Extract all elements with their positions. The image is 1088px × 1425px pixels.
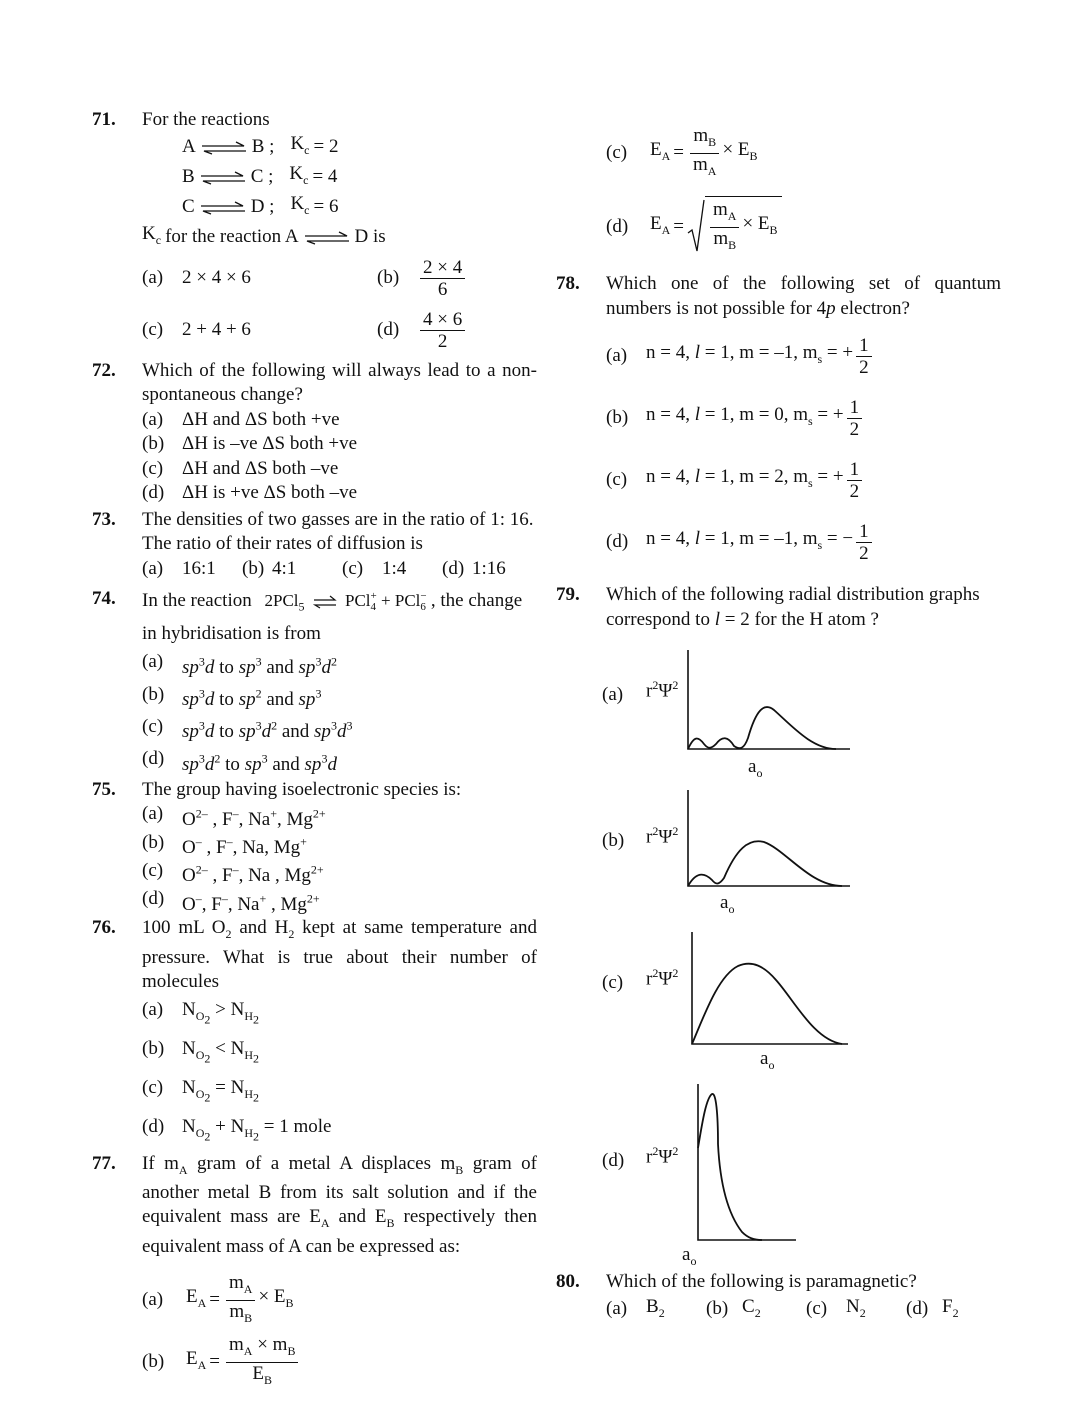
option-label: (a) xyxy=(142,998,164,1020)
option-d xyxy=(377,305,577,357)
option-b xyxy=(142,1331,537,1393)
k-symbol xyxy=(290,192,309,222)
product: D ; xyxy=(250,196,275,218)
option-label: (c) xyxy=(142,319,164,341)
question-stem: The densities of two gasses are in the ratio of 1: 16. The ratio of their rates of diffusion is xyxy=(142,508,534,554)
tail-subscript: B xyxy=(769,223,778,238)
denominator: 6 xyxy=(437,279,448,300)
reactant: B xyxy=(182,166,195,188)
reaction-2 xyxy=(182,163,537,193)
superscript: + xyxy=(370,590,377,603)
option-label: (b) xyxy=(142,433,165,454)
equilibrium-arrow-icon xyxy=(303,231,351,245)
formula-lhs xyxy=(186,1347,206,1377)
denominator-letter: m xyxy=(713,228,729,249)
graph-label: (c) xyxy=(602,972,624,993)
k-subscript: c xyxy=(304,203,310,218)
question-number: 78. xyxy=(556,273,580,294)
option-c xyxy=(142,305,377,357)
option-a xyxy=(142,1269,537,1331)
fraction xyxy=(226,1272,255,1329)
question-stem xyxy=(142,587,537,648)
question-stem: Which of the following is paramagnetic? xyxy=(606,1271,917,1292)
option-label: (d) xyxy=(142,482,165,503)
radial-plot xyxy=(686,790,852,890)
graph-label: (a) xyxy=(602,684,624,705)
denominator-letter: m xyxy=(229,1300,245,1322)
fraction xyxy=(690,125,719,182)
tail-text: × E xyxy=(742,213,770,235)
lhs-subscript: A xyxy=(197,1295,207,1310)
numerator: 4 × 6 xyxy=(420,309,465,331)
numerator: 1 xyxy=(847,397,863,419)
option-label: (d) xyxy=(377,319,400,341)
option-text: $sp^3d^2$ to $sp^3$ and $sp^3d$ xyxy=(182,751,337,775)
subscript: 6 xyxy=(420,601,426,614)
question-number: 74. xyxy=(92,588,116,609)
k-subscript: c xyxy=(303,173,309,188)
option-label: (d) xyxy=(442,557,465,579)
question-number: 71. xyxy=(92,109,116,130)
formula-tail xyxy=(742,212,777,242)
question-74 xyxy=(92,587,537,778)
equals-sign: = xyxy=(673,215,684,237)
option-label: (a) xyxy=(142,803,164,825)
plus-sign: + xyxy=(381,591,391,610)
equals-sign: = xyxy=(209,1288,220,1310)
option-a xyxy=(142,408,537,433)
option-c xyxy=(606,449,1001,511)
k-letter: K xyxy=(290,133,305,155)
question-number: 77. xyxy=(92,1152,116,1174)
equals-sign: = xyxy=(209,1350,220,1372)
k-question-line xyxy=(142,223,537,253)
option-label: (b) xyxy=(377,267,400,289)
question-number: 72. xyxy=(92,359,116,381)
option-c xyxy=(142,859,537,887)
graph-c xyxy=(602,932,902,1072)
option-label: (b) xyxy=(606,406,629,428)
question-stem: 100 mL $O_2$ and $H_2$ kept at same temperature and pressure. What is true about their number of molecules xyxy=(142,916,537,993)
option-text: $N_{O_2} + N_{H_2} = 1$ mole xyxy=(182,1116,332,1144)
option-text: $sp^3d$ to $sp^3d^2$ and $sp^3d^3$ xyxy=(182,719,353,743)
k-subscript: c xyxy=(304,143,310,158)
graph-a xyxy=(602,650,902,780)
option-label: (c) xyxy=(142,457,164,479)
lhs-subscript: A xyxy=(661,222,671,237)
option-label: (b) xyxy=(242,557,265,579)
fraction xyxy=(856,335,872,378)
option-text: ΔH is –ve ΔS both +ve xyxy=(182,433,358,454)
fraction xyxy=(420,309,465,352)
option-text: $N_{O_2} = N_{H_2}$ xyxy=(182,1077,260,1105)
option-b xyxy=(142,681,537,713)
y-axis-label: $r^2\Psi^2$ xyxy=(646,678,679,702)
k-letter: K xyxy=(290,193,305,215)
k-value: = 4 xyxy=(312,166,338,188)
option-text: ΔH and ΔS both –ve xyxy=(182,457,339,479)
numerator: 1 xyxy=(856,335,872,357)
reactant: 2PCl xyxy=(264,591,299,610)
question-stem: Which one of the following set of quantum numbers is not possible for 4p electron? xyxy=(606,273,1001,319)
numerator xyxy=(226,1272,255,1301)
fraction xyxy=(226,1334,298,1391)
lhs-subscript: A xyxy=(197,1357,207,1372)
option-label: (a) xyxy=(142,1288,164,1310)
denominator xyxy=(710,228,739,256)
option-text: ΔH and ΔS both +ve xyxy=(182,408,340,430)
product-1: PCl xyxy=(345,591,371,610)
product-2: PCl xyxy=(394,591,421,610)
question-79 xyxy=(556,583,1001,632)
fraction xyxy=(847,459,863,502)
option-label: (d) xyxy=(142,1116,165,1138)
option-text: O– , F–, Na, Mg+ xyxy=(182,834,307,858)
option-text: $N_{O_2} < N_{H_2}$ xyxy=(182,1038,260,1066)
equilibrium-arrow-icon xyxy=(199,171,247,185)
option-text: 2 × 4 × 6 xyxy=(182,267,251,289)
option-label: (d) xyxy=(142,888,165,910)
option-label: (c) xyxy=(142,1077,164,1099)
k-letter: K xyxy=(289,163,304,185)
graph-label: (d) xyxy=(602,1150,625,1171)
lhs-letter: E xyxy=(650,138,662,160)
options xyxy=(606,1295,1001,1325)
option-d xyxy=(142,745,537,777)
numerator-letter: m xyxy=(229,1271,244,1293)
option-label: (a) xyxy=(142,408,164,430)
k-letter: K xyxy=(142,223,156,245)
option-b xyxy=(377,253,577,305)
equilibrium-arrow-icon xyxy=(312,595,338,609)
y-axis-label: $r^2\Psi^2$ xyxy=(646,824,679,848)
equilibrium-arrow-icon xyxy=(200,141,248,155)
option-b xyxy=(142,831,537,859)
option-text: $C_2$ xyxy=(742,1295,761,1320)
option-text: $O^{2-}$ , F–, Na+, $Mg^{2+}$ xyxy=(182,806,326,830)
option-label: (a) xyxy=(142,557,164,579)
question-76 xyxy=(92,916,537,1152)
numerator-subscript: A xyxy=(727,209,737,223)
formula-tail xyxy=(722,138,757,168)
option-c xyxy=(142,1073,537,1112)
k-value: = 2 xyxy=(313,136,339,158)
k-symbol xyxy=(289,162,308,192)
option-a xyxy=(142,995,537,1034)
numerator-letter: m xyxy=(693,124,709,146)
k-line-suffix: D is xyxy=(354,226,386,248)
denominator: 2 xyxy=(437,331,448,352)
question-number: 80. xyxy=(556,1271,580,1292)
question-stem: Which of the following radial distribution graphs correspond to l = 2 for the H atom ? xyxy=(606,584,980,630)
option-label: (c) xyxy=(142,859,164,881)
left-column xyxy=(92,108,537,1393)
option-text: 1:4 xyxy=(382,557,407,579)
tail-subscript: B xyxy=(749,148,758,163)
fraction xyxy=(856,521,872,564)
fraction xyxy=(847,397,863,440)
radial-plot xyxy=(696,1084,800,1244)
option-text: ΔH is +ve ΔS both –ve xyxy=(182,482,358,503)
numerator-subscript: B xyxy=(708,134,717,149)
lhs-subscript: A xyxy=(661,148,671,163)
options xyxy=(142,557,537,582)
denominator: 2 xyxy=(859,542,869,564)
numerator-letter: m xyxy=(713,199,728,221)
option-d xyxy=(142,887,537,915)
option-label: (d) xyxy=(906,1298,929,1320)
subscript: 5 xyxy=(298,599,305,614)
numerator: 1 xyxy=(847,459,863,481)
denominator-letter: m xyxy=(693,153,708,175)
numerator xyxy=(690,125,719,154)
equilibrium-arrow-icon xyxy=(199,201,247,215)
reaction-1 xyxy=(182,133,537,163)
radial-plot xyxy=(690,932,850,1048)
option-a xyxy=(142,648,537,680)
option-label: (c) xyxy=(142,716,164,738)
denominator: 2 xyxy=(859,356,869,378)
question-72 xyxy=(92,359,537,506)
radial-plot xyxy=(686,650,852,754)
numerator: 1 xyxy=(856,521,872,543)
question-71 xyxy=(92,108,537,357)
formula-lhs xyxy=(650,138,670,168)
option-text: n = 4, l = 1, m = –1, $m_s$ = + xyxy=(646,341,854,366)
x-axis-label: $a_o$ xyxy=(682,1244,697,1268)
k-symbol xyxy=(142,222,161,252)
option-b xyxy=(142,432,537,457)
option-a xyxy=(142,802,537,830)
fraction xyxy=(420,257,465,300)
graph-b xyxy=(602,790,902,920)
reaction-3 xyxy=(182,193,537,223)
option-label: (b) xyxy=(142,1038,165,1059)
superscript: − xyxy=(420,590,427,603)
reactant: C xyxy=(182,196,195,218)
k-symbol xyxy=(290,132,309,162)
denominator xyxy=(226,1301,255,1329)
option-text: O–, F–, Na+ , $Mg^{2+}$ xyxy=(182,891,320,915)
option-text: $sp^3d$ to $sp^3$ and $sp^3d^2$ xyxy=(182,654,337,678)
option-text: $N_{O_2} > N_{H_2}$ xyxy=(182,998,260,1026)
formula-lhs xyxy=(650,212,670,242)
denominator-subscript: B xyxy=(244,1310,253,1325)
right-column xyxy=(556,122,1001,1325)
denominator: $E_B$ xyxy=(252,1362,273,1387)
graph-d xyxy=(602,1084,902,1268)
tail-subscript: B xyxy=(285,1295,294,1310)
option-label: (c) xyxy=(342,557,364,579)
option-text: $O^{2-}$ , F–, Na , $Mg^{2+}$ xyxy=(182,862,324,887)
square-root xyxy=(687,198,782,256)
option-label: (a) xyxy=(142,267,164,289)
numerator: 2 × 4 xyxy=(420,257,465,279)
reaction-list xyxy=(142,133,537,223)
formula-tail xyxy=(258,1285,293,1315)
option-text: 16:1 xyxy=(182,557,216,579)
reaction-equation xyxy=(264,590,430,614)
product: B ; xyxy=(251,136,275,158)
option-label: (a) xyxy=(142,651,164,673)
option-d xyxy=(606,511,1001,573)
option-label: (d) xyxy=(606,530,629,552)
option-text: 4:1 xyxy=(272,557,297,579)
denominator xyxy=(690,154,719,182)
option-label: (b) xyxy=(142,1350,165,1372)
lhs-letter: E xyxy=(650,212,662,234)
question-stem: For the reactions xyxy=(142,109,270,130)
question-number: 79. xyxy=(556,584,580,605)
lhs-letter: E xyxy=(186,1348,198,1369)
option-a xyxy=(142,253,377,305)
option-label: (b) xyxy=(142,831,165,853)
question-77 xyxy=(92,1152,537,1394)
option-label: (c) xyxy=(606,141,628,163)
x-axis-label: $a_o$ xyxy=(748,756,763,780)
question-75 xyxy=(92,778,537,916)
y-axis-label: $r^2\Psi^2$ xyxy=(646,1144,679,1168)
stem-prefix: In the reaction xyxy=(142,590,252,611)
option-text: $sp^3d$ to $sp^2$ and $sp^3$ xyxy=(182,686,322,711)
option-label: (a) xyxy=(606,1298,628,1320)
question-stem: If $m_A$ gram of a metal A displaces $m_B$ gram of another metal B from its salt solution and if the equivalent mass are $E_A$ and $E_B$ respectively then equivalent mass of A can be expressed as: xyxy=(142,1152,538,1258)
x-axis-label: $a_o$ xyxy=(760,1048,775,1072)
y-axis-label: $r^2\Psi^2$ xyxy=(646,966,679,990)
radical-sign-icon xyxy=(687,199,705,255)
question-77-continued xyxy=(556,122,1001,262)
option-text: n = 4, l = 1, m = 2, $m_s$ = + xyxy=(646,465,844,490)
denominator: 2 xyxy=(849,480,860,502)
numerator: $m_A \times m_B$ xyxy=(226,1334,298,1363)
question-number: 73. xyxy=(92,508,116,530)
option-label: (c) xyxy=(806,1298,828,1320)
x-axis-label: $a_o$ xyxy=(720,892,735,916)
reactant: A xyxy=(182,136,196,158)
option-label: (d) xyxy=(142,748,165,770)
numerator-subscript: A xyxy=(243,1281,253,1296)
option-text: $B_2$ xyxy=(646,1295,665,1320)
options xyxy=(142,253,537,357)
k-line-prefix: for the reaction A xyxy=(165,226,299,248)
product: C ; xyxy=(250,166,274,188)
option-text: $N_2$ xyxy=(846,1295,866,1320)
question-80 xyxy=(556,1270,1001,1325)
option-text: 2 + 4 + 6 xyxy=(182,319,251,341)
numerator xyxy=(710,199,739,228)
formula-lhs xyxy=(186,1285,206,1315)
denominator-subscript: A xyxy=(707,163,717,178)
option-label: (b) xyxy=(706,1298,729,1320)
option-label: (c) xyxy=(606,468,628,490)
option-label: (b) xyxy=(142,683,165,705)
option-c xyxy=(142,713,537,745)
k-subscript: c xyxy=(155,233,162,248)
option-c xyxy=(606,122,1001,184)
option-label: (d) xyxy=(606,215,629,237)
question-number: 75. xyxy=(92,778,116,800)
option-text: n = 4, l = 1, m = 0, $m_s$ = + xyxy=(646,403,844,428)
radicand xyxy=(705,196,782,256)
option-b xyxy=(606,387,1001,449)
equals-sign: = xyxy=(673,141,684,163)
option-d xyxy=(606,192,1001,262)
k-value: = 6 xyxy=(313,196,339,218)
lhs-letter: E xyxy=(186,1286,198,1307)
denominator-subscript: B xyxy=(728,237,737,252)
question-number: 76. xyxy=(92,916,116,938)
question-73 xyxy=(92,508,537,582)
graph-list xyxy=(556,640,1001,1268)
option-text: 1:16 xyxy=(472,557,506,579)
subscript: 4 xyxy=(370,601,377,614)
stem-suffix: , the change in hybridisation is from xyxy=(142,590,523,645)
fraction xyxy=(710,199,739,256)
question-78 xyxy=(556,272,1001,573)
tail-text: × E xyxy=(258,1286,286,1307)
option-text: n = 4, l = 1, m = –1, $m_s$ = − xyxy=(646,527,854,552)
question-stem: Which of the following will always lead to a non-spontaneous change? xyxy=(142,359,537,405)
option-b xyxy=(142,1034,537,1073)
option-a xyxy=(606,325,1001,387)
option-c xyxy=(142,457,537,482)
question-stem: The group having isoelectronic species is: xyxy=(142,778,462,800)
option-d xyxy=(142,1112,537,1151)
denominator: 2 xyxy=(849,418,860,440)
tail-text: × E xyxy=(722,138,750,160)
graph-label: (b) xyxy=(602,830,625,851)
option-label: (a) xyxy=(606,344,628,366)
option-text: $F_2$ xyxy=(942,1295,959,1320)
option-d xyxy=(142,481,537,506)
